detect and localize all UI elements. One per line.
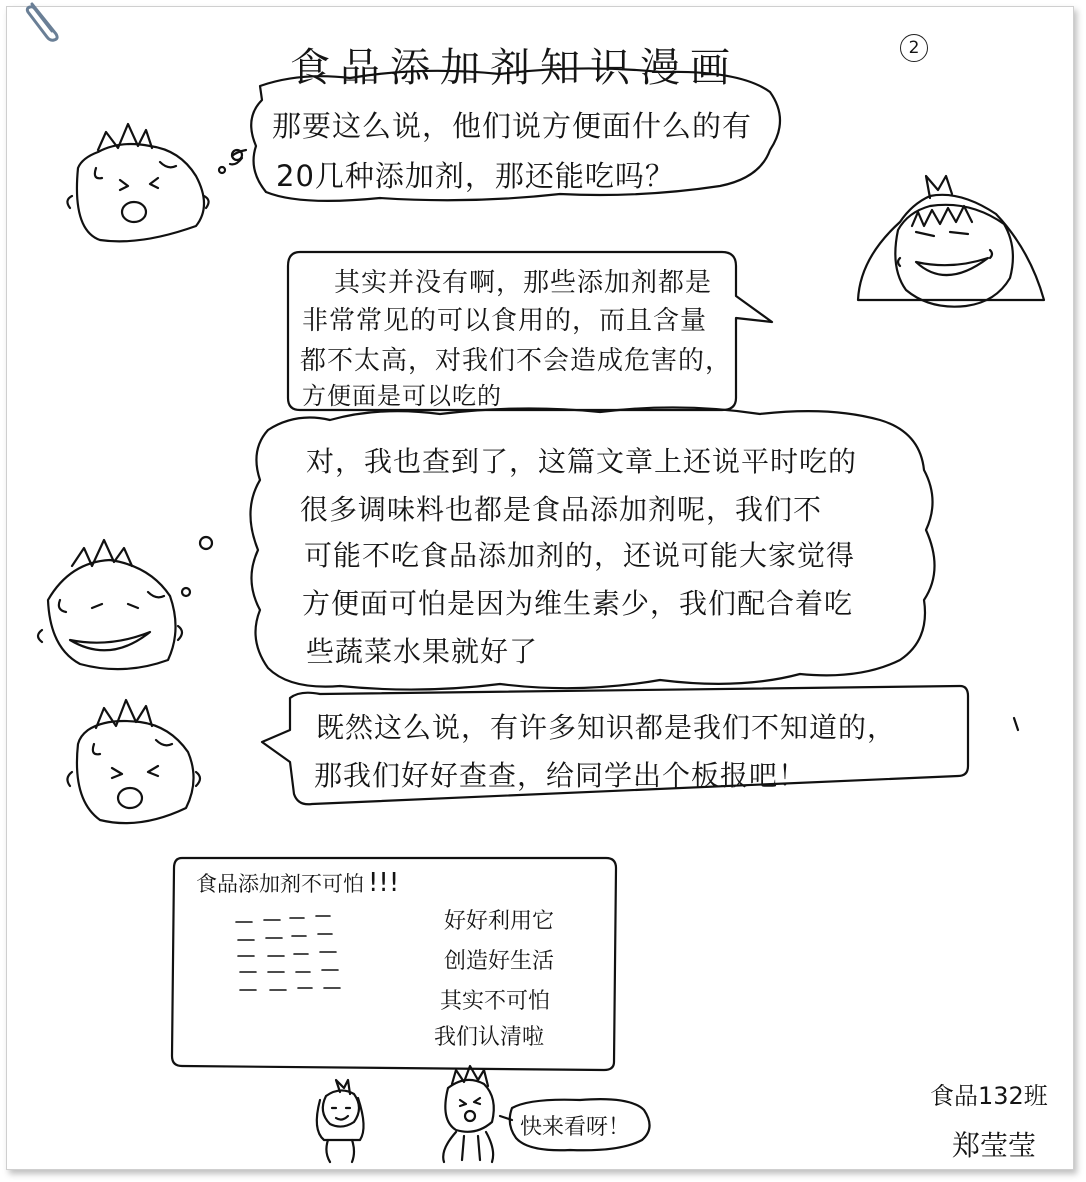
bubble-3-line-2: 很多调味料也都是食品添加剂呢，我们不 [300, 493, 823, 526]
bubble-2-line-3: 都不太高，对我们不会造成危害的， [300, 346, 733, 376]
page-title: 食品添加剂知识漫画 [290, 45, 740, 91]
bubble-1-line-2: 20几种添加剂，那还能吃吗？ [276, 159, 675, 193]
poster-item-3: 其实不可怕 [440, 989, 551, 1014]
poster-title-text: 食品添加剂不可怕 [196, 872, 364, 896]
bubble-4-line-2: 那我们好好查查，给同学出个板报吧！ [314, 759, 808, 792]
bubble-2-line-4: 方便面是可以吃的 [302, 382, 502, 410]
bubble-3-line-1: 对，我也查到了，这篇文章上还说平时吃的 [306, 445, 858, 478]
small-boy [443, 1066, 494, 1162]
poster-item-2: 创造好生活 [444, 949, 555, 974]
small-girl [317, 1080, 364, 1162]
poster-exclaim: !!! [368, 868, 400, 898]
signature-class: 食品132班 [930, 1082, 1048, 1110]
girl-face [858, 176, 1044, 307]
signature-name: 郑莹莹 [952, 1129, 1037, 1162]
boy-face-1 [67, 124, 208, 241]
page-number: 2 [900, 34, 928, 62]
poster-item-1: 好好利用它 [444, 909, 555, 934]
poster-item-4: 我们认清啦 [434, 1025, 545, 1050]
bubble-3-line-5: 些蔬菜水果就好了 [306, 635, 539, 668]
poster-title [196, 868, 399, 898]
bubble-3-line-4: 方便面可怕是因为维生素少，我们配合着吃 [302, 587, 854, 620]
boy-face-2 [38, 540, 182, 669]
small-bubble-text: 快来看呀！ [520, 1115, 631, 1140]
bubble-1-line-1: 那要这么说，他们说方便面什么的有 [272, 109, 753, 143]
poster-placeholder-lines [236, 916, 340, 990]
bubble-2-line-1: 其实并没有啊，那些添加剂都是 [334, 268, 713, 298]
bubble-3-line-3: 可能不吃食品添加剂的，还说可能大家觉得 [304, 539, 856, 572]
bubble-4-line-1: 既然这么说，有许多知识都是我们不知道的， [316, 711, 897, 744]
boy-face-3 [67, 700, 200, 823]
bubble-2-line-2: 非常常见的可以食用的，而且含量 [302, 306, 708, 336]
